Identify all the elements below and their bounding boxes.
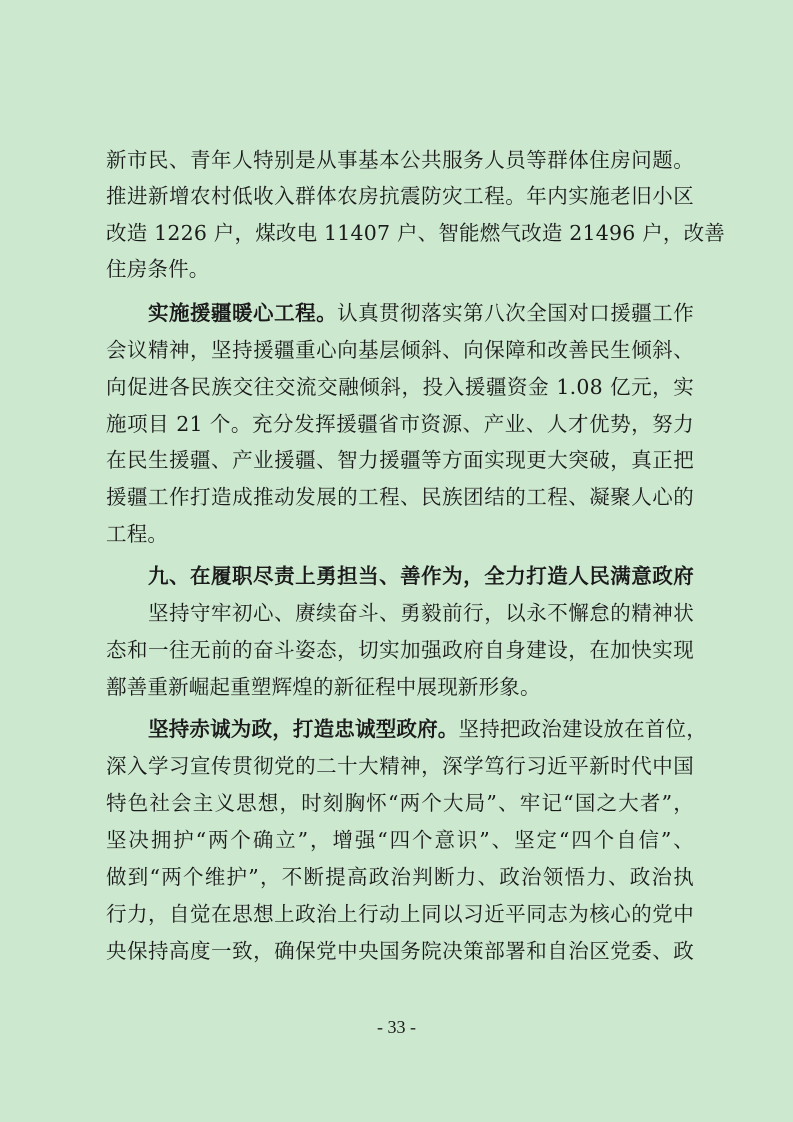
body-text-line: 坚持守牢初心、赓续奋斗、勇毅前行，以永不懈怠的精神状 <box>148 601 694 625</box>
body-text-line: 坚决拥护“两个确立”，增强“四个意识”、坚定“四个自信”、 <box>106 828 694 852</box>
body-text-line: 改造 1226 户，煤改电 11407 户、智能燃气改造 21496 户，改善 <box>106 221 725 245</box>
body-text-line: 工程。 <box>106 522 169 546</box>
paragraph-heading-line <box>148 295 694 331</box>
paragraph-heading: 坚持赤诚为政，打造忠诚型政府。 <box>148 717 459 741</box>
body-text-line: 鄯善重新崛起重塑辉煌的新征程中展现新形象。 <box>106 675 541 699</box>
section-heading <box>148 558 694 594</box>
body-text-line: 态和一往无前的奋斗姿态，切实加强政府自身建设，在加快实现 <box>106 638 694 662</box>
section-heading-text: 九、在履职尽责上勇担当、善作为，全力打造人民满意政府 <box>148 564 694 588</box>
body-text: 坚持把政治建设放在首位， <box>458 717 707 741</box>
body-text-line: 做到“两个维护”，不断提高政治判断力、政治领悟力、政治执 <box>106 865 694 889</box>
body-text-line: 行力，自觉在思想上政治上行动上同以习近平同志为核心的党中 <box>106 902 694 926</box>
body-text-line: 新市民、青年人特别是从事基本公共服务人员等群体住房问题。 <box>106 148 694 172</box>
body-text-line: 住房条件。 <box>106 257 210 281</box>
body-text-line: 施项目 21 个。充分发挥援疆省市资源、产业、人才优势，努力 <box>106 412 694 436</box>
body-text-line: 深入学习宣传贯彻党的二十大精神，深学笃行习近平新时代中国 <box>106 754 694 778</box>
body-text-line: 会议精神，坚持援疆重心向基层倾斜、向保障和改善民生倾斜、 <box>106 338 694 362</box>
page-number: - 33 - <box>377 1017 416 1037</box>
body-text-line: 特色社会主义思想，时刻胸怀“两个大局”、牢记“国之大者”， <box>106 791 694 815</box>
paragraph-heading: 实施援疆暖心工程。 <box>148 301 338 325</box>
body-text-line: 向促进各民族交往交流交融倾斜，投入援疆资金 1.08 亿元，实 <box>106 375 694 399</box>
body-text-line: 央保持高度一致，确保党中央国务院决策部署和自治区党委、政 <box>106 939 694 963</box>
body-text-line: 援疆工作打造成推动发展的工程、民族团结的工程、凝聚人心的 <box>106 485 694 509</box>
body-text-line: 推进新增农村低收入群体农房抗震防灾工程。年内实施老旧小区 <box>106 184 694 208</box>
paragraph-heading-line <box>148 711 707 747</box>
body-text-line: 在民生援疆、产业援疆、智力援疆等方面实现更大突破，真正把 <box>106 448 694 472</box>
body-text: 认真贯彻落实第八次全国对口援疆工作 <box>337 301 694 325</box>
